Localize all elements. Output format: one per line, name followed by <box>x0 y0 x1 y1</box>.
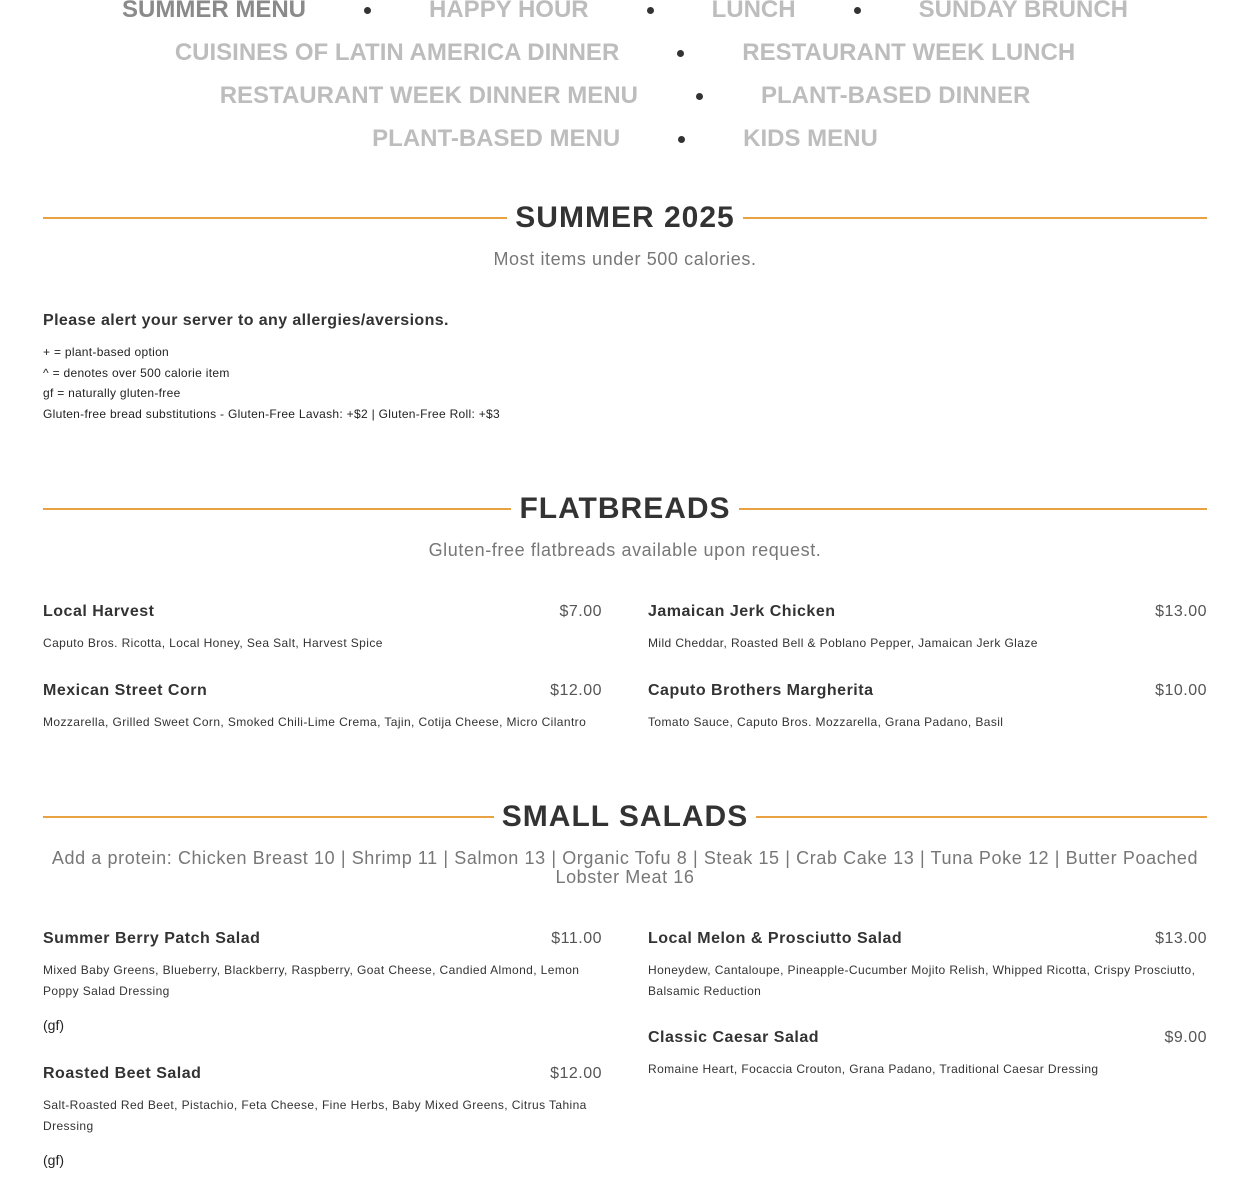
nav-link-lunch[interactable]: LUNCH <box>711 0 796 23</box>
nav-link-kids-menu[interactable]: KIDS MENU <box>743 125 878 152</box>
item-description: Honeydew, Cantaloupe, Pineapple-Cucumber Mojito Relish, Whipped Ricotta, Crispy Prosciutto, Balsamic Reduction <box>648 963 1196 998</box>
menu-item <box>648 603 1207 654</box>
item-price: $12.00 <box>550 682 602 699</box>
nav-row-1 <box>0 0 1250 22</box>
nav-link-plant-based-dinner[interactable]: PLANT-BASED DINNER <box>760 82 1031 109</box>
item-dietary-tag: (gf) <box>43 1152 64 1168</box>
heading-rule-right <box>739 508 1207 510</box>
item-description: Caputo Bros. Ricotta, Local Honey, Sea Salt, Harvest Spice <box>43 636 383 650</box>
nav-link-restaurant-week-lunch[interactable]: RESTAURANT WEEK LUNCH <box>742 39 1076 66</box>
section-subtitle: Gluten-free flatbreads available upon request. <box>428 540 822 560</box>
heading-rule-left <box>43 816 494 818</box>
item-price: $9.00 <box>1164 1029 1207 1046</box>
legend-line: gf = naturally gluten-free <box>43 386 181 401</box>
item-name: Mexican Street Corn <box>43 682 208 699</box>
item-name: Local Harvest <box>43 603 155 620</box>
heading-rule-left <box>43 217 507 219</box>
legend-line: ^ = denotes over 500 calorie item <box>43 365 230 380</box>
section-title: SMALL SALADS <box>501 800 749 833</box>
menu-item <box>43 682 602 733</box>
item-price: $10.00 <box>1155 682 1207 699</box>
item-name: Summer Berry Patch Salad <box>43 930 261 947</box>
nav-separator-dot <box>696 93 703 100</box>
section-subtitle: Most items under 500 calories. <box>493 249 757 269</box>
item-description: Mixed Baby Greens, Blueberry, Blackberry, Raspberry, Goat Cheese, Candied Almond, Lemon Poppy Salad Dressing <box>43 963 580 998</box>
allergy-alert: Please alert your server to any allergies/aversions. <box>43 312 449 329</box>
heading-rule-left <box>43 508 511 510</box>
menu-item <box>648 682 1207 733</box>
nav-row-3 <box>0 84 1250 108</box>
item-dietary-tag: (gf) <box>43 1017 64 1033</box>
item-description: Mozzarella, Grilled Sweet Corn, Smoked Chili-Lime Crema, Tajin, Cotija Cheese, Micro Cilantro <box>43 715 587 729</box>
item-description: Romaine Heart, Focaccia Crouton, Grana Padano, Traditional Caesar Dressing <box>648 1062 1099 1076</box>
legend-line: Gluten-free bread substitutions - Gluten-Free Lavash: +$2 | Gluten-Free Roll: +$3 <box>43 406 500 421</box>
menu-item <box>648 930 1207 1002</box>
nav-separator-dot <box>678 136 685 143</box>
section-heading-small-salads <box>43 800 1207 834</box>
item-price: $13.00 <box>1155 603 1207 620</box>
item-description: Tomato Sauce, Caputo Bros. Mozzarella, Grana Padano, Basil <box>648 715 1004 729</box>
section-title: FLATBREADS <box>519 492 731 525</box>
heading-rule-right <box>756 816 1207 818</box>
menu-item <box>43 930 602 1033</box>
item-price: $12.00 <box>550 1065 602 1082</box>
nav-separator-dot <box>677 50 684 57</box>
heading-rule-right <box>743 217 1207 219</box>
item-price: $11.00 <box>551 930 602 947</box>
item-name: Jamaican Jerk Chicken <box>648 603 836 620</box>
menu-item <box>648 1029 1207 1080</box>
item-description: Mild Cheddar, Roasted Bell & Poblano Pepper, Jamaican Jerk Glaze <box>648 636 1038 650</box>
nav-link-cuisines-latin-america-dinner[interactable]: CUISINES OF LATIN AMERICA DINNER <box>174 39 620 66</box>
item-price: $7.00 <box>559 603 602 620</box>
nav-link-restaurant-week-dinner[interactable]: RESTAURANT WEEK DINNER MENU <box>219 82 638 109</box>
item-name: Roasted Beet Salad <box>43 1065 202 1082</box>
nav-separator-dot <box>647 7 654 14</box>
legend-line: + = plant-based option <box>43 345 170 359</box>
nav-link-happy-hour[interactable]: HAPPY HOUR <box>429 0 589 23</box>
nav-row-4 <box>0 127 1250 151</box>
item-name: Caputo Brothers Margherita <box>648 682 874 699</box>
section-heading-flatbreads <box>43 492 1207 526</box>
nav-link-sunday-brunch[interactable]: SUNDAY BRUNCH <box>918 0 1128 23</box>
nav-row-2 <box>0 41 1250 65</box>
section-heading-summer <box>43 201 1207 235</box>
nav-link-summer-menu[interactable]: SUMMER MENU <box>122 0 307 23</box>
menu-legend <box>43 342 500 424</box>
section-subtitle-protein-addons: Add a protein: Chicken Breast 10 | Shrimp 11 | Salmon 13 | Organic Tofu 8 | Steak 15 | Crab Cake 13 | Tuna Poke 12 | Butter Poached Lobster Meat 16 <box>51 848 1199 887</box>
item-name: Local Melon & Prosciutto Salad <box>648 930 903 947</box>
item-name: Classic Caesar Salad <box>648 1029 819 1046</box>
nav-separator-dot <box>854 7 861 14</box>
item-description: Salt-Roasted Red Beet, Pistachio, Feta Cheese, Fine Herbs, Baby Mixed Greens, Citrus Tahina Dressing <box>43 1098 587 1133</box>
nav-link-plant-based-menu[interactable]: PLANT-BASED MENU <box>372 125 621 152</box>
section-title: SUMMER 2025 <box>515 201 735 234</box>
menu-item <box>43 1065 602 1168</box>
nav-separator-dot <box>364 7 371 14</box>
item-price: $13.00 <box>1155 930 1207 947</box>
menu-item <box>43 603 602 654</box>
